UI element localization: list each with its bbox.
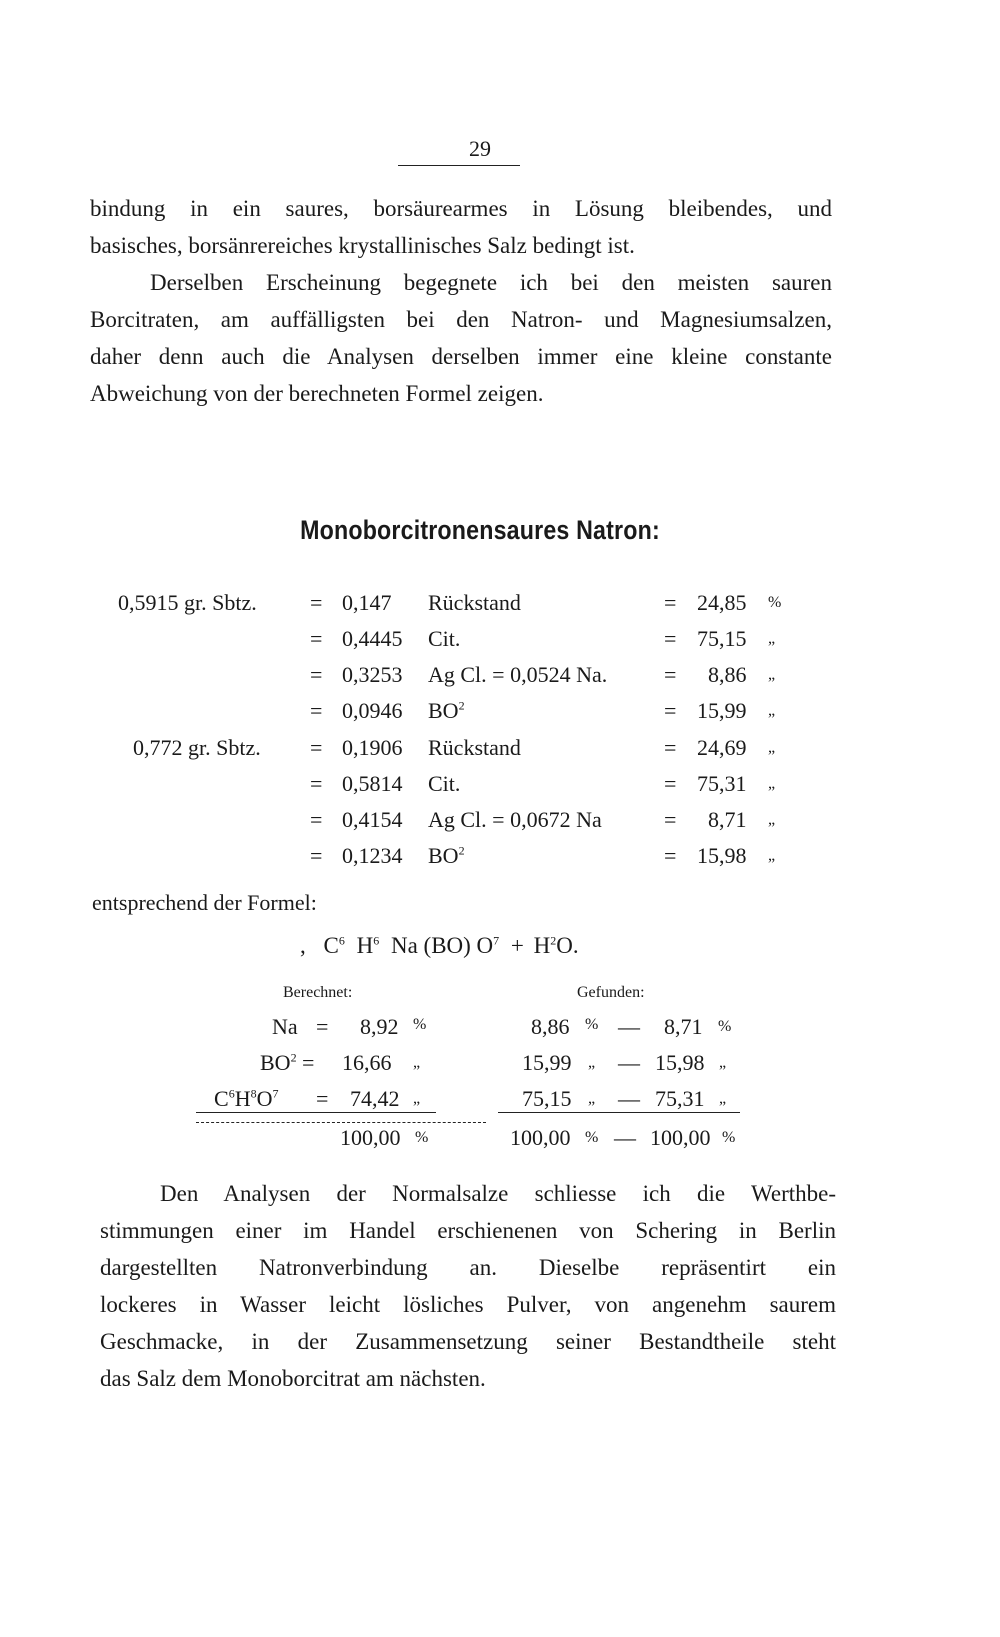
equals-sign: =: [664, 662, 677, 687]
unit-mark: „: [768, 666, 776, 683]
equals-sign: =: [664, 626, 677, 651]
component-label: Ag Cl. = 0,0672 Na: [428, 807, 602, 832]
equals-sign: =: [664, 771, 677, 796]
sum-rule: [196, 1112, 436, 1113]
equals-sign: =: [310, 626, 323, 651]
text-line: das Salz dem Monoborcitrat am nächsten.: [100, 1366, 486, 1391]
percent-value: 8,71: [708, 807, 747, 832]
component-name: Na: [272, 1014, 298, 1039]
component-name: $BO^2$: [260, 1050, 297, 1075]
formula-intro: entsprechend der Formel:: [92, 890, 317, 915]
text-line: Den Analysen der Normalsalze schliesse ich die Werthbe-: [160, 1181, 836, 1206]
unit-mark: „: [768, 630, 776, 647]
mass-value: 0,1906: [342, 735, 403, 760]
component-label: Rückstand: [428, 590, 521, 615]
unit-mark: „: [768, 811, 776, 828]
component-name: $C^6H^8O^7$: [214, 1086, 279, 1111]
equals-sign: =: [664, 807, 677, 832]
text-line: daher denn auch die Analysen derselben immer eine kleine constante: [90, 344, 832, 369]
equals-sign: =: [310, 735, 323, 760]
percent-value: 75,31: [697, 771, 747, 796]
dash: —: [618, 1086, 640, 1111]
calculated-total: 100,00: [340, 1125, 401, 1150]
header-rule: [398, 165, 520, 166]
unit-mark: „: [413, 1090, 421, 1107]
unit-mark: „: [719, 1054, 727, 1071]
mass-value: 0,147: [342, 590, 392, 615]
component-label: $BO^2$: [428, 698, 465, 723]
percent-value: 15,98: [697, 843, 747, 868]
found-value-2: 8,71: [664, 1014, 703, 1039]
found-value-2: 75,31: [655, 1086, 705, 1111]
component-label: Rückstand: [428, 735, 521, 760]
component-label: Cit.: [428, 626, 461, 651]
dash: —: [618, 1014, 640, 1039]
component-label: Cit.: [428, 771, 461, 796]
found-total-2: 100,00: [650, 1125, 711, 1150]
unit-mark: „: [588, 1054, 596, 1071]
sum-rule: [498, 1112, 740, 1113]
equals-sign: =: [310, 662, 323, 687]
unit-mark: %: [768, 594, 782, 611]
unit-mark: „: [768, 775, 776, 792]
mass-value: 0,4445: [342, 626, 403, 651]
equals-sign: =: [664, 843, 677, 868]
percent-value: 24,69: [697, 735, 747, 760]
unit-mark: „: [413, 1054, 421, 1071]
dash: —: [614, 1125, 636, 1150]
equals-sign: =: [310, 698, 323, 723]
found-value-1: 8,86: [531, 1014, 570, 1039]
unit-mark: %: [722, 1129, 736, 1146]
component-label: $BO^2$: [428, 843, 465, 868]
equals-sign: =: [310, 590, 323, 615]
unit-mark: „: [768, 847, 776, 864]
dash: —: [618, 1050, 640, 1075]
equals-sign: =: [302, 1050, 315, 1075]
percent-value: 24,85: [697, 590, 747, 615]
sum-rule-dashed: [196, 1122, 486, 1123]
chemical-formula: , $C^6$ $H^6$ Na (BO) $O^7 + H^2O$.: [300, 933, 579, 958]
found-value-2: 15,98: [655, 1050, 705, 1075]
calculated-value: 16,66: [342, 1050, 392, 1075]
mass-value: 0,3253: [342, 662, 403, 687]
equals-sign: =: [316, 1086, 329, 1111]
unit-mark: %: [718, 1018, 732, 1035]
section-heading: Monoborcitronensaures Natron:: [300, 515, 660, 545]
calculated-value: 8,92: [360, 1014, 399, 1039]
mass-value: 0,0946: [342, 698, 403, 723]
percent-value: 15,99: [697, 698, 747, 723]
text-line: bindung in ein saures, borsäurearmes in Lösung bleibendes, und: [90, 196, 832, 221]
text-line: lockeres in Wasser leicht lösliches Pulver, von angenehm saurem: [100, 1292, 836, 1317]
equals-sign: =: [664, 590, 677, 615]
found-value-1: 75,15: [522, 1086, 572, 1111]
equals-sign: =: [310, 771, 323, 796]
berechnet-label: Berechnet:: [283, 984, 353, 1001]
page-number: 29: [469, 136, 491, 161]
found-total-1: 100,00: [510, 1125, 571, 1150]
unit-mark: %: [413, 1016, 427, 1033]
equals-sign: =: [664, 698, 677, 723]
unit-mark: „: [719, 1090, 727, 1107]
unit-mark: %: [415, 1129, 429, 1146]
sample-1-label: 0,5915 gr. Sbtz.: [118, 590, 257, 615]
unit-mark: %: [585, 1129, 599, 1146]
mass-value: 0,5814: [342, 771, 403, 796]
percent-value: 75,15: [697, 626, 747, 651]
mass-value: 0,1234: [342, 843, 403, 868]
paragraph-2: [100, 1175, 836, 1397]
text-line: Derselben Erscheinung begegnete ich bei den meisten sauren: [150, 270, 832, 295]
paragraph-1: [90, 190, 832, 412]
equals-sign: =: [310, 843, 323, 868]
unit-mark: „: [768, 702, 776, 719]
calculated-value: 74,42: [350, 1086, 400, 1111]
text-line: Abweichung von der berechneten Formel zeigen.: [90, 381, 544, 406]
mass-value: 0,4154: [342, 807, 403, 832]
unit-mark: „: [768, 739, 776, 756]
equals-sign: =: [310, 807, 323, 832]
equals-sign: =: [664, 735, 677, 760]
text-line: Borcitraten, am auffälligsten bei den Natron- und Magnesiumsalzen,: [90, 307, 832, 332]
text-line: stimmungen einer im Handel erschienenen von Schering in Berlin: [100, 1218, 836, 1243]
percent-value: 8,86: [708, 662, 747, 687]
found-value-1: 15,99: [522, 1050, 572, 1075]
component-label: Ag Cl. = 0,0524 Na.: [428, 662, 608, 687]
equals-sign: =: [316, 1014, 329, 1039]
gefunden-label: Gefunden:: [577, 984, 645, 1001]
text-line: basisches, borsänrereiches krystallinisches Salz bedingt ist.: [90, 233, 635, 258]
text-line: Geschmacke, in der Zusammensetzung seiner Bestandtheile steht: [100, 1329, 836, 1354]
unit-mark: %: [585, 1016, 599, 1033]
text-line: dargestellten Natronverbindung an. Dieselbe repräsentirt ein: [100, 1255, 836, 1280]
sample-2-label: 0,772 gr. Sbtz.: [133, 735, 261, 760]
unit-mark: „: [588, 1090, 596, 1107]
